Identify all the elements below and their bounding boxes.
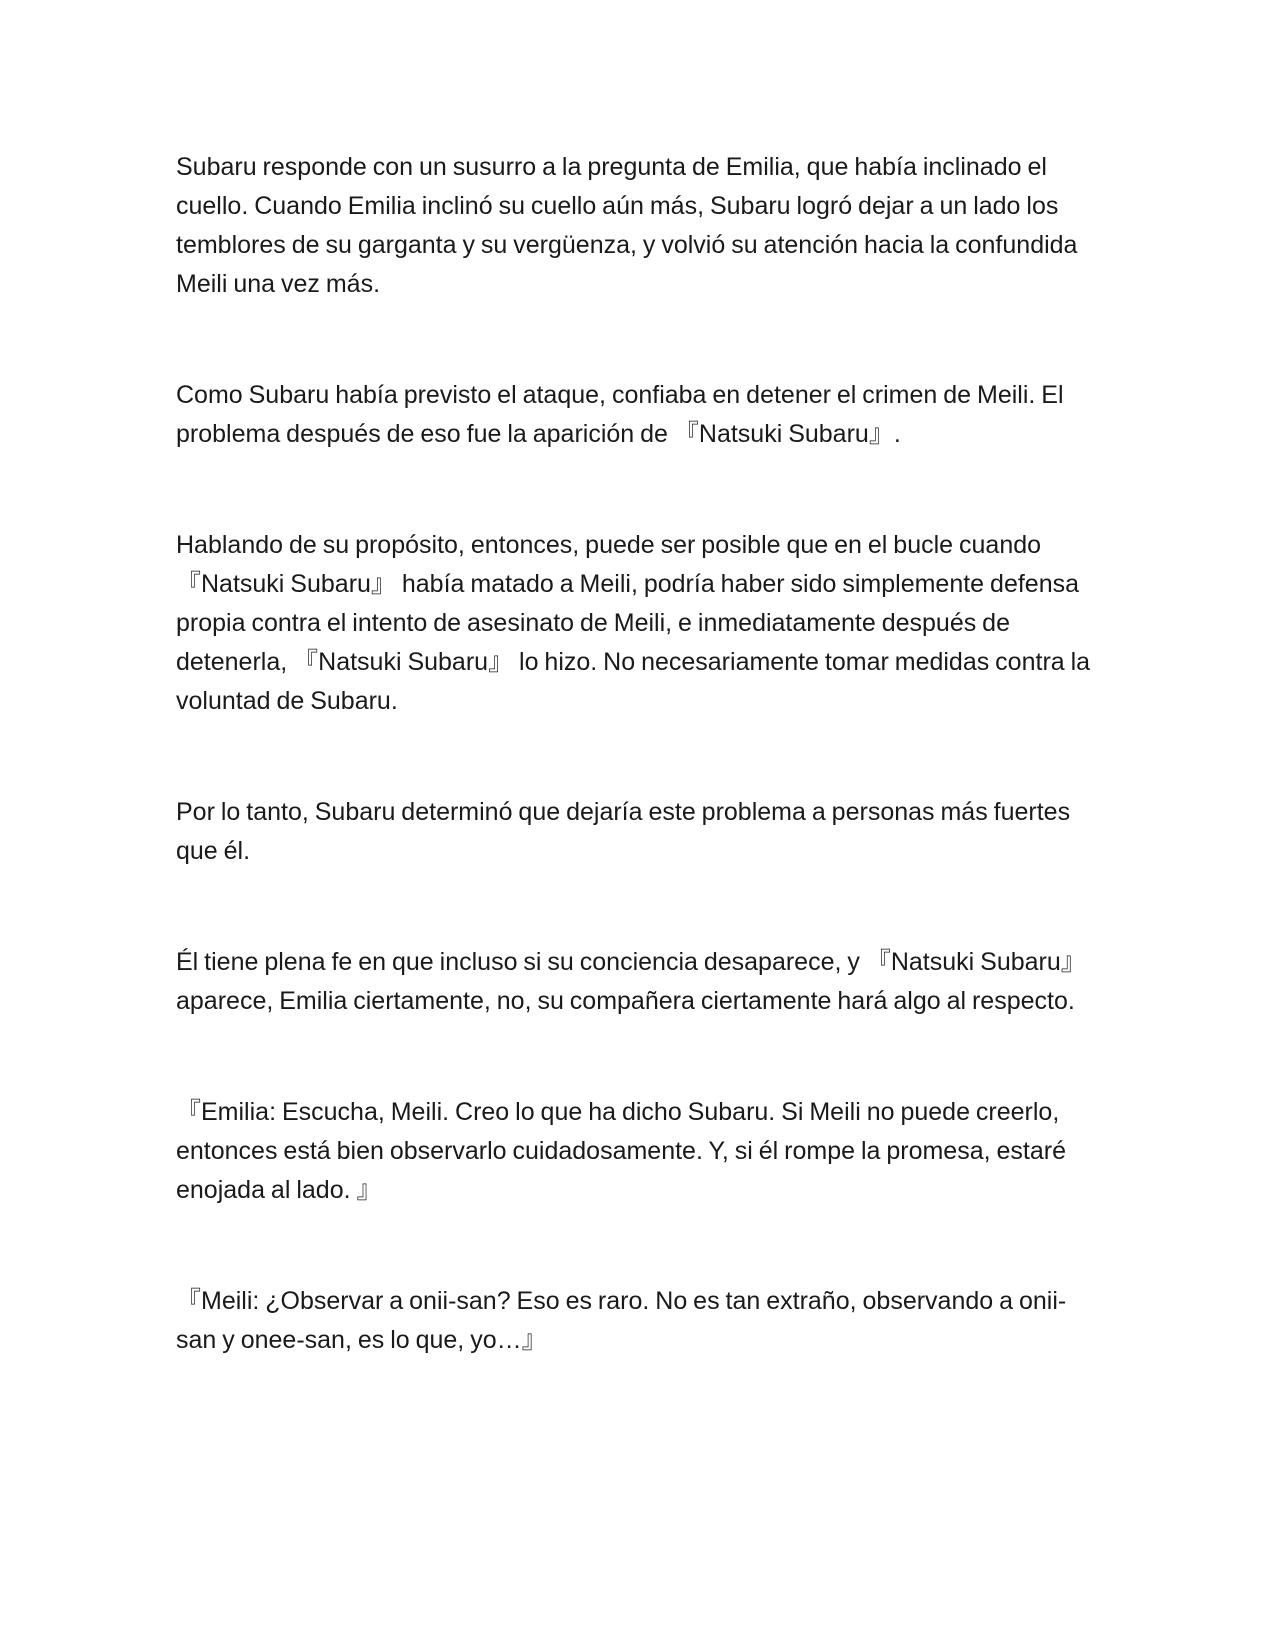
paragraph-1: Subaru responde con un susurro a la pregunta de Emilia, que había inclinado el cuello. Cuando Emilia inclinó su cuello aún más, Subaru logró dejar a un lado los temblores de su garganta y su vergüenza, y volvió su atención hacia la confundida Meili una vez más. bbox=[176, 153, 1078, 298]
paragraph-2: Como Subaru había previsto el ataque, confiaba en detener el crimen de Meili. El problema después de eso fue la aparición de 『Natsuki Subaru』. bbox=[176, 381, 1064, 448]
document-body bbox=[176, 148, 1096, 1360]
paragraph-3: Hablando de su propósito, entonces, puede ser posible que en el bucle cuando 『Natsuki Subaru』 había matado a Meili, podría haber sido simplemente defensa propia contra el intento de asesinato de Meili, e inmediatamente después de detenerla, 『Natsuki Subaru』 lo hizo. No necesariamente tomar medidas contra la voluntad de Subaru. bbox=[176, 531, 1091, 715]
paragraph-7-dialogue-meili: 『Meili: ¿Observar a onii-san? Eso es raro. No es tan extraño, observando a onii-san y onee-san, es lo que, yo…』 bbox=[176, 1287, 1067, 1354]
paragraph-4: Por lo tanto, Subaru determinó que dejaría este problema a personas más fuertes que él. bbox=[176, 798, 1071, 865]
paragraph-6-dialogue-emilia: 『Emilia: Escucha, Meili. Creo lo que ha dicho Subaru. Si Meili no puede creerlo, entonces está bien observarlo cuidadosamente. Y, si él rompe la promesa, estaré enojada al lado. 』 bbox=[176, 1098, 1066, 1204]
paragraph-5: Él tiene plena fe en que incluso si su conciencia desaparece, y 『Natsuki Subaru』 aparece, Emilia ciertamente, no, su compañera ciertamente hará algo al respecto. bbox=[176, 948, 1086, 1015]
